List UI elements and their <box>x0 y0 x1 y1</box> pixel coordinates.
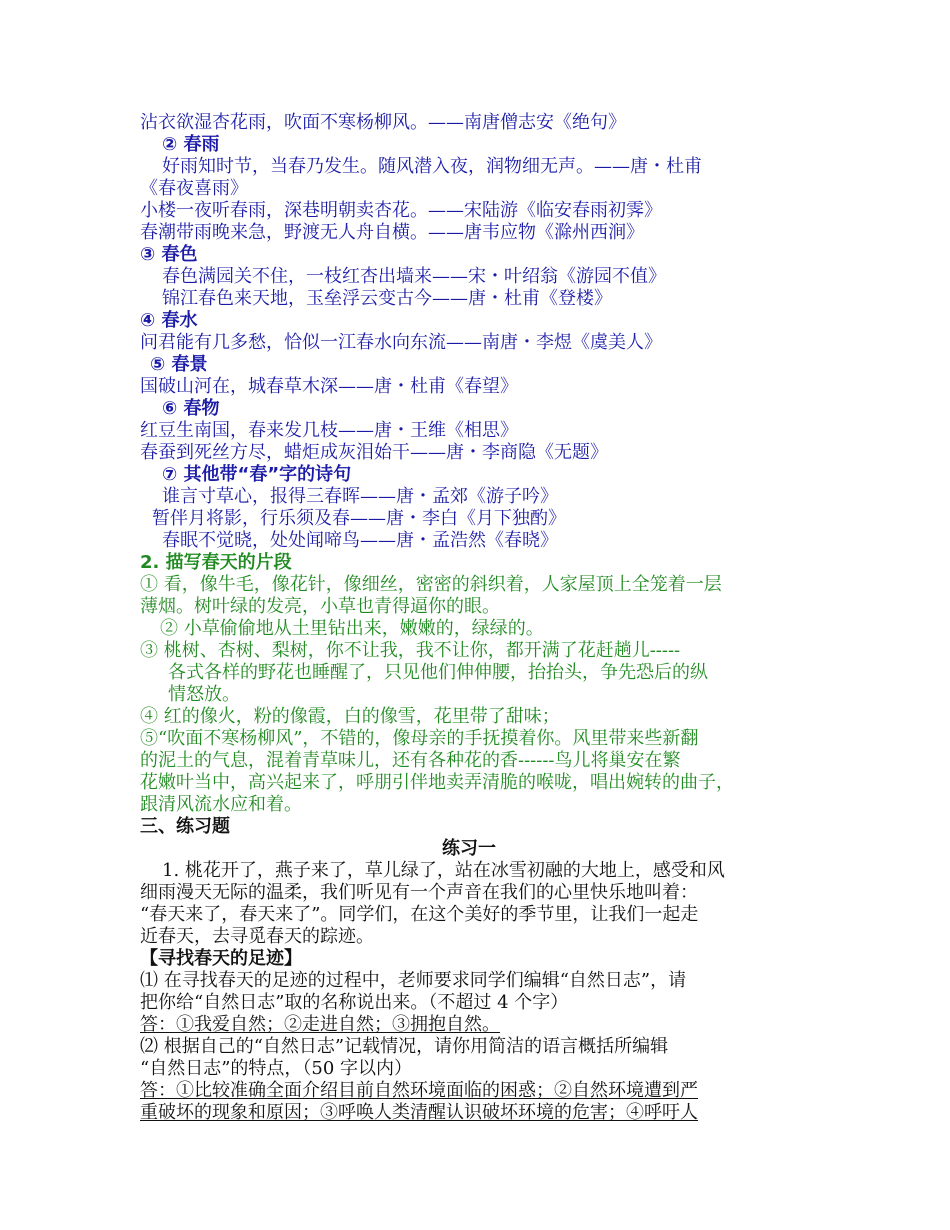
answer-line: 答：①比较准确全面介绍目前自然环境面临的困惑；②自然环境遭到严 <box>140 1080 698 1101</box>
heading-spring-passages: 2. 描写春天的片段 <box>140 552 292 573</box>
poem-line: 春色满园关不住，一枝红杏出墙来——宋・叶绍翁《游园不值》 <box>162 266 666 287</box>
passage-line: 花嫩叶当中，高兴起来了，呼朋引伴地卖弄清脆的喉咙，唱出婉转的曲子， <box>140 772 734 793</box>
poem-line: 谁言寸草心，报得三春晖——唐・孟郊《游子吟》 <box>162 486 558 507</box>
poem-line: 小楼一夜听春雨，深巷明朝卖杏花。——宋陆游《临安春雨初霁》 <box>140 200 662 221</box>
poem-line: 暂伴月将影，行乐须及春——唐・李白《月下独酌》 <box>152 508 566 529</box>
poem-line: 春眠不觉晓，处处闻啼鸟——唐・孟浩然《春晓》 <box>162 530 558 551</box>
heading-spring-things: ⑥ 春物 <box>162 398 220 419</box>
poem-line: 《春夜喜雨》 <box>140 178 248 199</box>
poem-line: 问君能有几多愁，恰似一江春水向东流——南唐・李煜《虞美人》 <box>140 332 662 353</box>
poem-line: 沾衣欲湿杏花雨，吹面不寒杨柳风。——南唐僧志安《绝句》 <box>140 112 626 133</box>
passage-line: ④ 红的像火，粉的像霞，白的像雪，花里带了甜味； <box>140 706 560 727</box>
heading-exercises: 三、练习题 <box>140 816 230 837</box>
poem-line: 春蚕到死丝方尽，蜡炬成灰泪始干——唐・李商隐《无题》 <box>140 442 608 463</box>
heading-spring-color: ③ 春色 <box>140 244 198 265</box>
heading-spring-water: ④ 春水 <box>140 310 198 331</box>
exercise-line: 近春天，去寻觅春天的踪迹。 <box>140 926 374 947</box>
exercise-line: 1. 桃花开了，燕子来了，草儿绿了，站在冰雪初融的大地上，感受和风 <box>162 860 725 881</box>
poem-line: 春潮带雨晚来急，野渡无人舟自横。——唐韦应物《滁州西涧》 <box>140 222 644 243</box>
poem-line: 锦江春色来天地，玉垒浮云变古今——唐・杜甫《登楼》 <box>162 288 612 309</box>
exercise-line: 细雨漫天无际的温柔，我们听见有一个声音在我们的心里快乐地叫着： <box>140 882 698 903</box>
passage-line: ⑤“吹面不寒杨柳风”，不错的，像母亲的手抚摸着你。风里带来些新翻 <box>140 728 699 749</box>
passage-line: ③ 桃树、杏树、梨树，你不让我，我不让你，都开满了花赶趟儿----- <box>140 640 681 661</box>
subheading-spring-footprints: 【寻找春天的足迹】 <box>140 948 302 969</box>
exercise-title: 练习一 <box>442 838 496 859</box>
exercise-line: “春天来了，春天来了”。同学们，在这个美好的季节里，让我们一起走 <box>140 904 699 925</box>
heading-other-spring: ⑦ 其他带“春”字的诗句 <box>162 464 352 485</box>
answer-line: 重破坏的现象和原因；③呼唤人类清醒认识破坏环境的危害；④呼吁人 <box>140 1102 698 1123</box>
heading-spring-scene: ⑤ 春景 <box>150 354 208 375</box>
passage-line: 情怒放。 <box>168 684 240 705</box>
question-line: “自然日志”的特点，（50 字以内） <box>140 1058 413 1079</box>
poem-line: 好雨知时节，当春乃发生。随风潜入夜，润物细无声。——唐・杜甫 <box>162 156 702 177</box>
passage-line: ① 看，像牛毛，像花针，像细丝，密密的斜织着，人家屋顶上全笼着一层 <box>140 574 722 595</box>
question-line: ⑴ 在寻找春天的足迹的过程中，老师要求同学们编辑“自然日志”，请 <box>140 970 687 991</box>
passage-line: ② 小草偷偷地从土里钻出来，嫩嫩的，绿绿的。 <box>160 618 544 639</box>
question-line: ⑵ 根据自己的“自然日志”记载情况，请你用简洁的语言概括所编辑 <box>140 1036 669 1057</box>
passage-line: 跟清风流水应和着。 <box>140 794 302 815</box>
passage-line: 各式各样的野花也睡醒了，只见他们伸伸腰，抬抬头，争先恐后的纵 <box>168 662 708 683</box>
poem-line: 国破山河在，城春草木深——唐・杜甫《春望》 <box>140 376 518 397</box>
passage-line: 的泥土的气息，混着青草味儿，还有各种花的香------鸟儿将巢安在繁 <box>140 750 681 771</box>
question-line: 把你给“自然日志”取的名称说出来。（不超过 4 个字） <box>140 992 569 1013</box>
poem-line: 红豆生南国，春来发几枝——唐・王维《相思》 <box>140 420 518 441</box>
answer-line: 答：①我爱自然；②走进自然；③拥抱自然。 <box>140 1014 500 1035</box>
heading-spring-rain: ② 春雨 <box>162 134 220 155</box>
passage-line: 薄烟。树叶绿的发亮，小草也青得逼你的眼。 <box>140 596 500 617</box>
